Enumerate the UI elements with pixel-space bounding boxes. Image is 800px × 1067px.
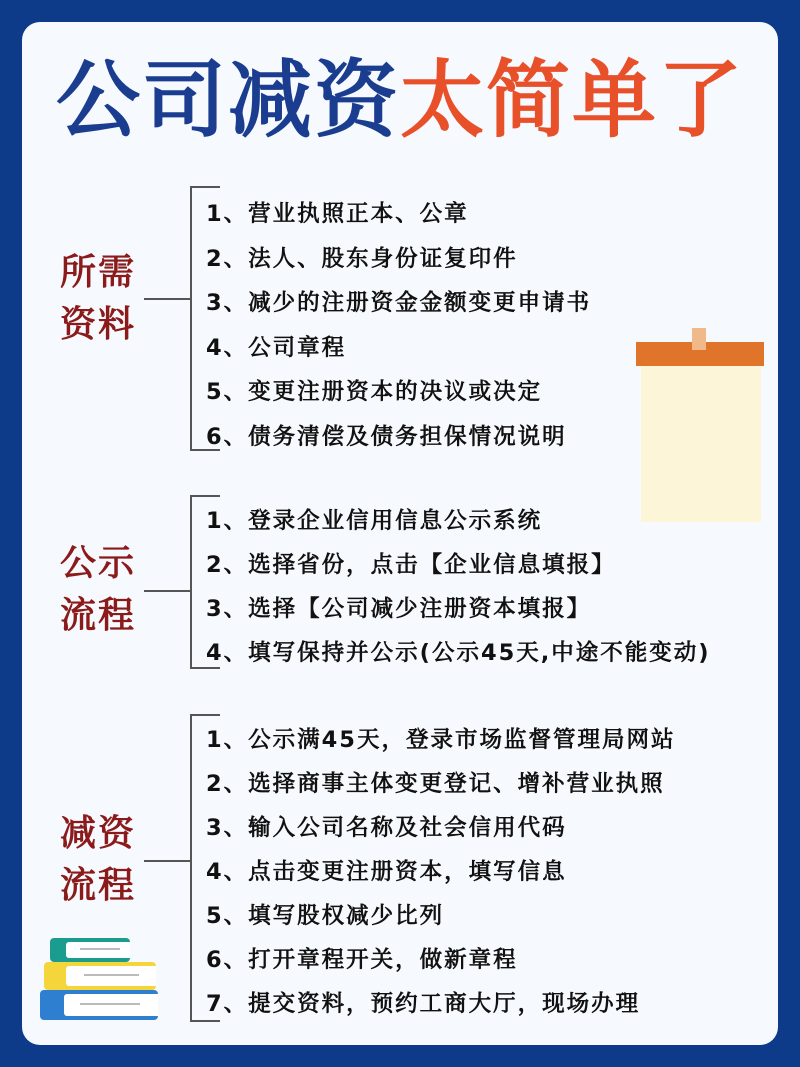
section-label-line: 流程 — [59, 865, 136, 906]
book-pages — [66, 942, 130, 958]
section-label-line: 所需 — [59, 252, 136, 293]
list-item: 5、填写股权减少比列 — [206, 903, 445, 929]
list-item: 5、变更注册资本的决议或决定 — [206, 379, 543, 405]
section-label-reduction — [52, 808, 144, 912]
section-label-line: 减资 — [59, 813, 136, 854]
materials-list — [206, 196, 591, 463]
list-item: 6、打开章程开关，做新章程 — [206, 947, 518, 973]
list-item: 4、点击变更注册资本，填写信息 — [206, 859, 567, 885]
book-pages — [66, 966, 156, 986]
section-label-line: 公示 — [59, 543, 136, 584]
list-item: 4、填写保持并公示(公示45天,中途不能变动) — [206, 640, 711, 666]
reduction-list — [206, 722, 675, 1030]
list-item: 2、选择省份，点击【企业信息填报】 — [206, 552, 616, 578]
list-item: 2、选择商事主体变更登记、增补营业执照 — [206, 771, 665, 797]
book-line — [80, 1003, 140, 1005]
bracket-stem — [144, 298, 190, 300]
book-line — [80, 948, 120, 950]
publicity-list — [206, 503, 711, 679]
notepad-body — [641, 364, 761, 522]
list-item: 4、公司章程 — [206, 334, 347, 361]
page-title — [0, 51, 800, 149]
section-label-line: 资料 — [59, 304, 136, 345]
list-item: 3、减少的注册资金金额变更申请书 — [206, 290, 592, 316]
section-label-line: 流程 — [59, 595, 136, 636]
list-item: 3、输入公司名称及社会信用代码 — [206, 815, 567, 841]
bracket-stem — [144, 860, 190, 862]
section-label-publicity — [52, 538, 144, 642]
book-top — [50, 938, 130, 962]
list-item: 6、债务清偿及债务担保情况说明 — [206, 423, 567, 450]
list-item: 1、营业执照正本、公章 — [206, 201, 469, 227]
list-item: 3、选择【公司减少注册资本填报】 — [206, 596, 592, 622]
bracket-stem — [144, 590, 190, 592]
list-item: 7、提交资料，预约工商大厅，现场办理 — [206, 991, 641, 1017]
section-label-materials — [52, 247, 144, 351]
book-bottom — [40, 990, 158, 1020]
list-item: 1、公示满45天，登录市场监督管理局网站 — [206, 727, 676, 753]
book-middle — [44, 962, 156, 990]
title-part-2: 太简单了 — [400, 51, 745, 149]
book-line — [84, 974, 139, 976]
book-pages — [64, 994, 158, 1016]
title-part-1: 公司减资 — [55, 51, 400, 149]
list-item: 1、登录企业信用信息公示系统 — [206, 508, 543, 534]
list-item: 2、法人、股东身份证复印件 — [206, 245, 518, 272]
notepad-clip — [692, 328, 706, 350]
